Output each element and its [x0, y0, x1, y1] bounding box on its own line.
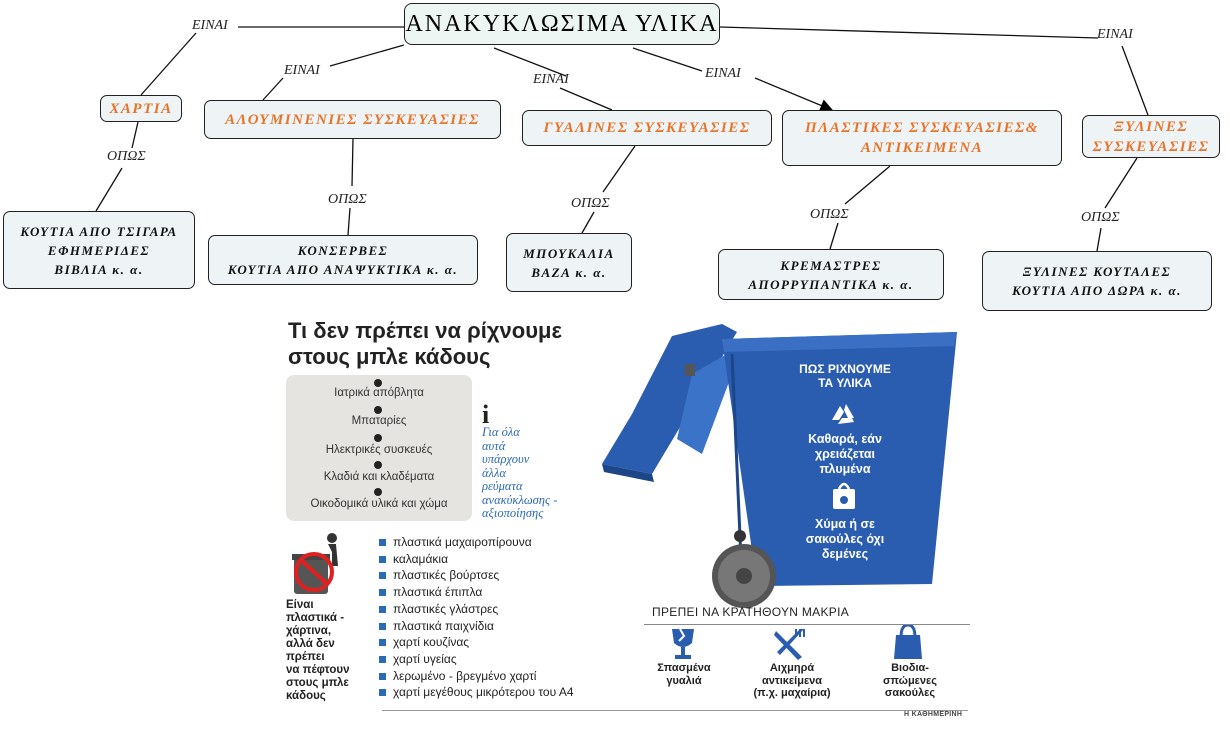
category-node-aluminium: ΑΛΟΥΜΙΝΕΝΙΕΣ ΣΥΣΚΕΥΑΣΙΕΣ [204, 100, 501, 139]
link-label-such-as: ΟΠΩΣ [571, 196, 610, 211]
list-item: χαρτί μεγέθους μικρότερου του Α4 [379, 684, 574, 701]
keep-away-broken-glass: Σπασμένα γυαλιά [657, 662, 711, 687]
list-item: πλαστικές γλάστρες [379, 601, 574, 618]
link-label-is: ΕΙΝΑΙ [705, 66, 741, 81]
example-node-glass: ΜΠΟΥΚΑΛΙΑ ΒΑΖΑ κ. α. [506, 233, 632, 292]
bullet-dot [374, 434, 382, 442]
link-label-is: ΕΙΝΑΙ [1097, 27, 1133, 42]
not-in-bin-item: Ιατρικά απόβλητα [334, 387, 424, 399]
bullet-dot [374, 406, 382, 414]
broken-glass-icon [666, 627, 700, 661]
info-note: Για όλα αυτά υπάρχουν άλλα ρεύματα ανακύκλωσης - αξιοποίησης [482, 425, 558, 520]
example-node-plastic: ΚΡΕΜΑΣΤΡΕΣ ΑΠΟΡΡΥΠΑΝΤΙΚΑ κ. α. [718, 249, 944, 300]
info-icon: i [482, 400, 490, 429]
not-in-bin-item: Οικοδομικά υλικά και χώμα [310, 498, 448, 510]
list-item: χαρτί υγείας [379, 651, 574, 668]
link-label-is: ΕΙΝΑΙ [284, 63, 320, 78]
list-item: καλαμάκια [379, 551, 574, 568]
not-in-bin-box [286, 375, 472, 521]
root-node: ΑΝΑΚΥΚΛΩΣΙΜΑ ΥΛΙΚΑ [404, 3, 720, 45]
bin-tip-clean: Καθαρά, εάν χρειάζεται πλυμένα [808, 432, 882, 476]
category-node-paper: ΧΑΡΤΙΑ [100, 95, 182, 122]
link-label-is: ΕΙΝΑΙ [533, 72, 569, 87]
list-item: πλαστικά μαχαιροπίρουνα [379, 534, 574, 551]
infographic-title: Τι δεν πρέπει να ρίχνουμε στους μπλε κάδους [288, 318, 562, 369]
example-node-aluminium: ΚΟΝΣΕΡΒΕΣ ΚΟΥΤΙΑ ΑΠΟ ΑΝΑΨΥΚΤΙΚΑ κ. α. [208, 235, 478, 285]
bin-heading: ΠΩΣ ΡΙΧΝΟΥΜΕ ΤΑ ΥΛΙΚΑ [799, 362, 891, 390]
category-node-glass: ΓΥΑΛΙΝΕΣ ΣΥΣΚΕΥΑΣΙΕΣ [522, 110, 772, 146]
link-label-such-as: ΟΠΩΣ [810, 207, 849, 222]
category-node-plastic: ΠΛΑΣΤΙΚΕΣ ΣΥΣΚΕΥΑΣΙΕΣ& ΑΝΤΙΚΕΙΜΕΝΑ [782, 110, 1062, 166]
link-label-such-as: ΟΠΩΣ [328, 192, 367, 207]
not-in-bin-item: Ηλεκτρικές συσκευές [325, 444, 433, 456]
keep-away-bags: Βιοδια- σπώμενες σακούλες [883, 662, 937, 699]
credit: Η ΚΑΘΗΜΕΡΙΝΗ [904, 711, 963, 718]
bin-tip-loose: Χύμα ή σε σακούλες όχι δεμένες [805, 517, 885, 561]
list-item: πλαστικά έπιπλα [379, 584, 574, 601]
example-node-paper: ΚΟΥΤΙΑ ΑΠΟ ΤΣΙΓΑΡΑ ΕΦΗΜΕΡΙΔΕΣ ΒΙΒΛΙΑ κ. α. [3, 211, 195, 289]
plastic-paper-note: Είναι πλαστικά - χάρτινα, αλλά δεν πρέπει να πέφτουν στους μπλε κάδους [286, 599, 350, 702]
category-node-wood: ΞΥΛΙΝΕΣ ΣΥΣΚΕΥΑΣΙΕΣ [1082, 115, 1220, 158]
link-label-is: ΕΙΝΑΙ [192, 18, 228, 33]
bottom-divider [382, 710, 968, 711]
knife-fork-icon [772, 627, 808, 661]
recycling-infographic [282, 314, 972, 732]
keep-away-sharp-objects: Αιχμηρά αντικείμενα (π.χ. μαχαίρια) [753, 662, 831, 699]
bullet-dot [374, 488, 382, 496]
list-item: λερωμένο - βρεγμένο χαρτί [379, 668, 574, 685]
example-node-wood: ΞΥΛΙΝΕΣ ΚΟΥΤΑΛΕΣ ΚΟΥΤΙΑ ΑΠΟ ΔΩΡΑ κ. α. [982, 251, 1212, 311]
not-in-bin-item: Κλαδιά και κλαδέματα [323, 471, 435, 483]
link-label-such-as: ΟΠΩΣ [1081, 210, 1120, 225]
bag-icon [892, 625, 924, 661]
no-trash-icon [288, 532, 348, 598]
keep-away-title: ΠΡΕΠΕΙ ΝΑ ΚΡΑΤΗΘΟΥΝ ΜΑΚΡΙΑ [652, 605, 850, 619]
link-label-such-as: ΟΠΩΣ [107, 149, 146, 164]
list-item: πλαστικές βούρτσες [379, 567, 574, 584]
not-in-bin-item: Μπαταρίες [351, 415, 407, 427]
list-item: πλαστικά παιχνίδια [379, 618, 574, 635]
bullet-dot [374, 379, 382, 387]
list-item: χαρτί κουζίνας [379, 634, 574, 651]
plastic-paper-list [379, 534, 574, 701]
bullet-dot [374, 461, 382, 469]
